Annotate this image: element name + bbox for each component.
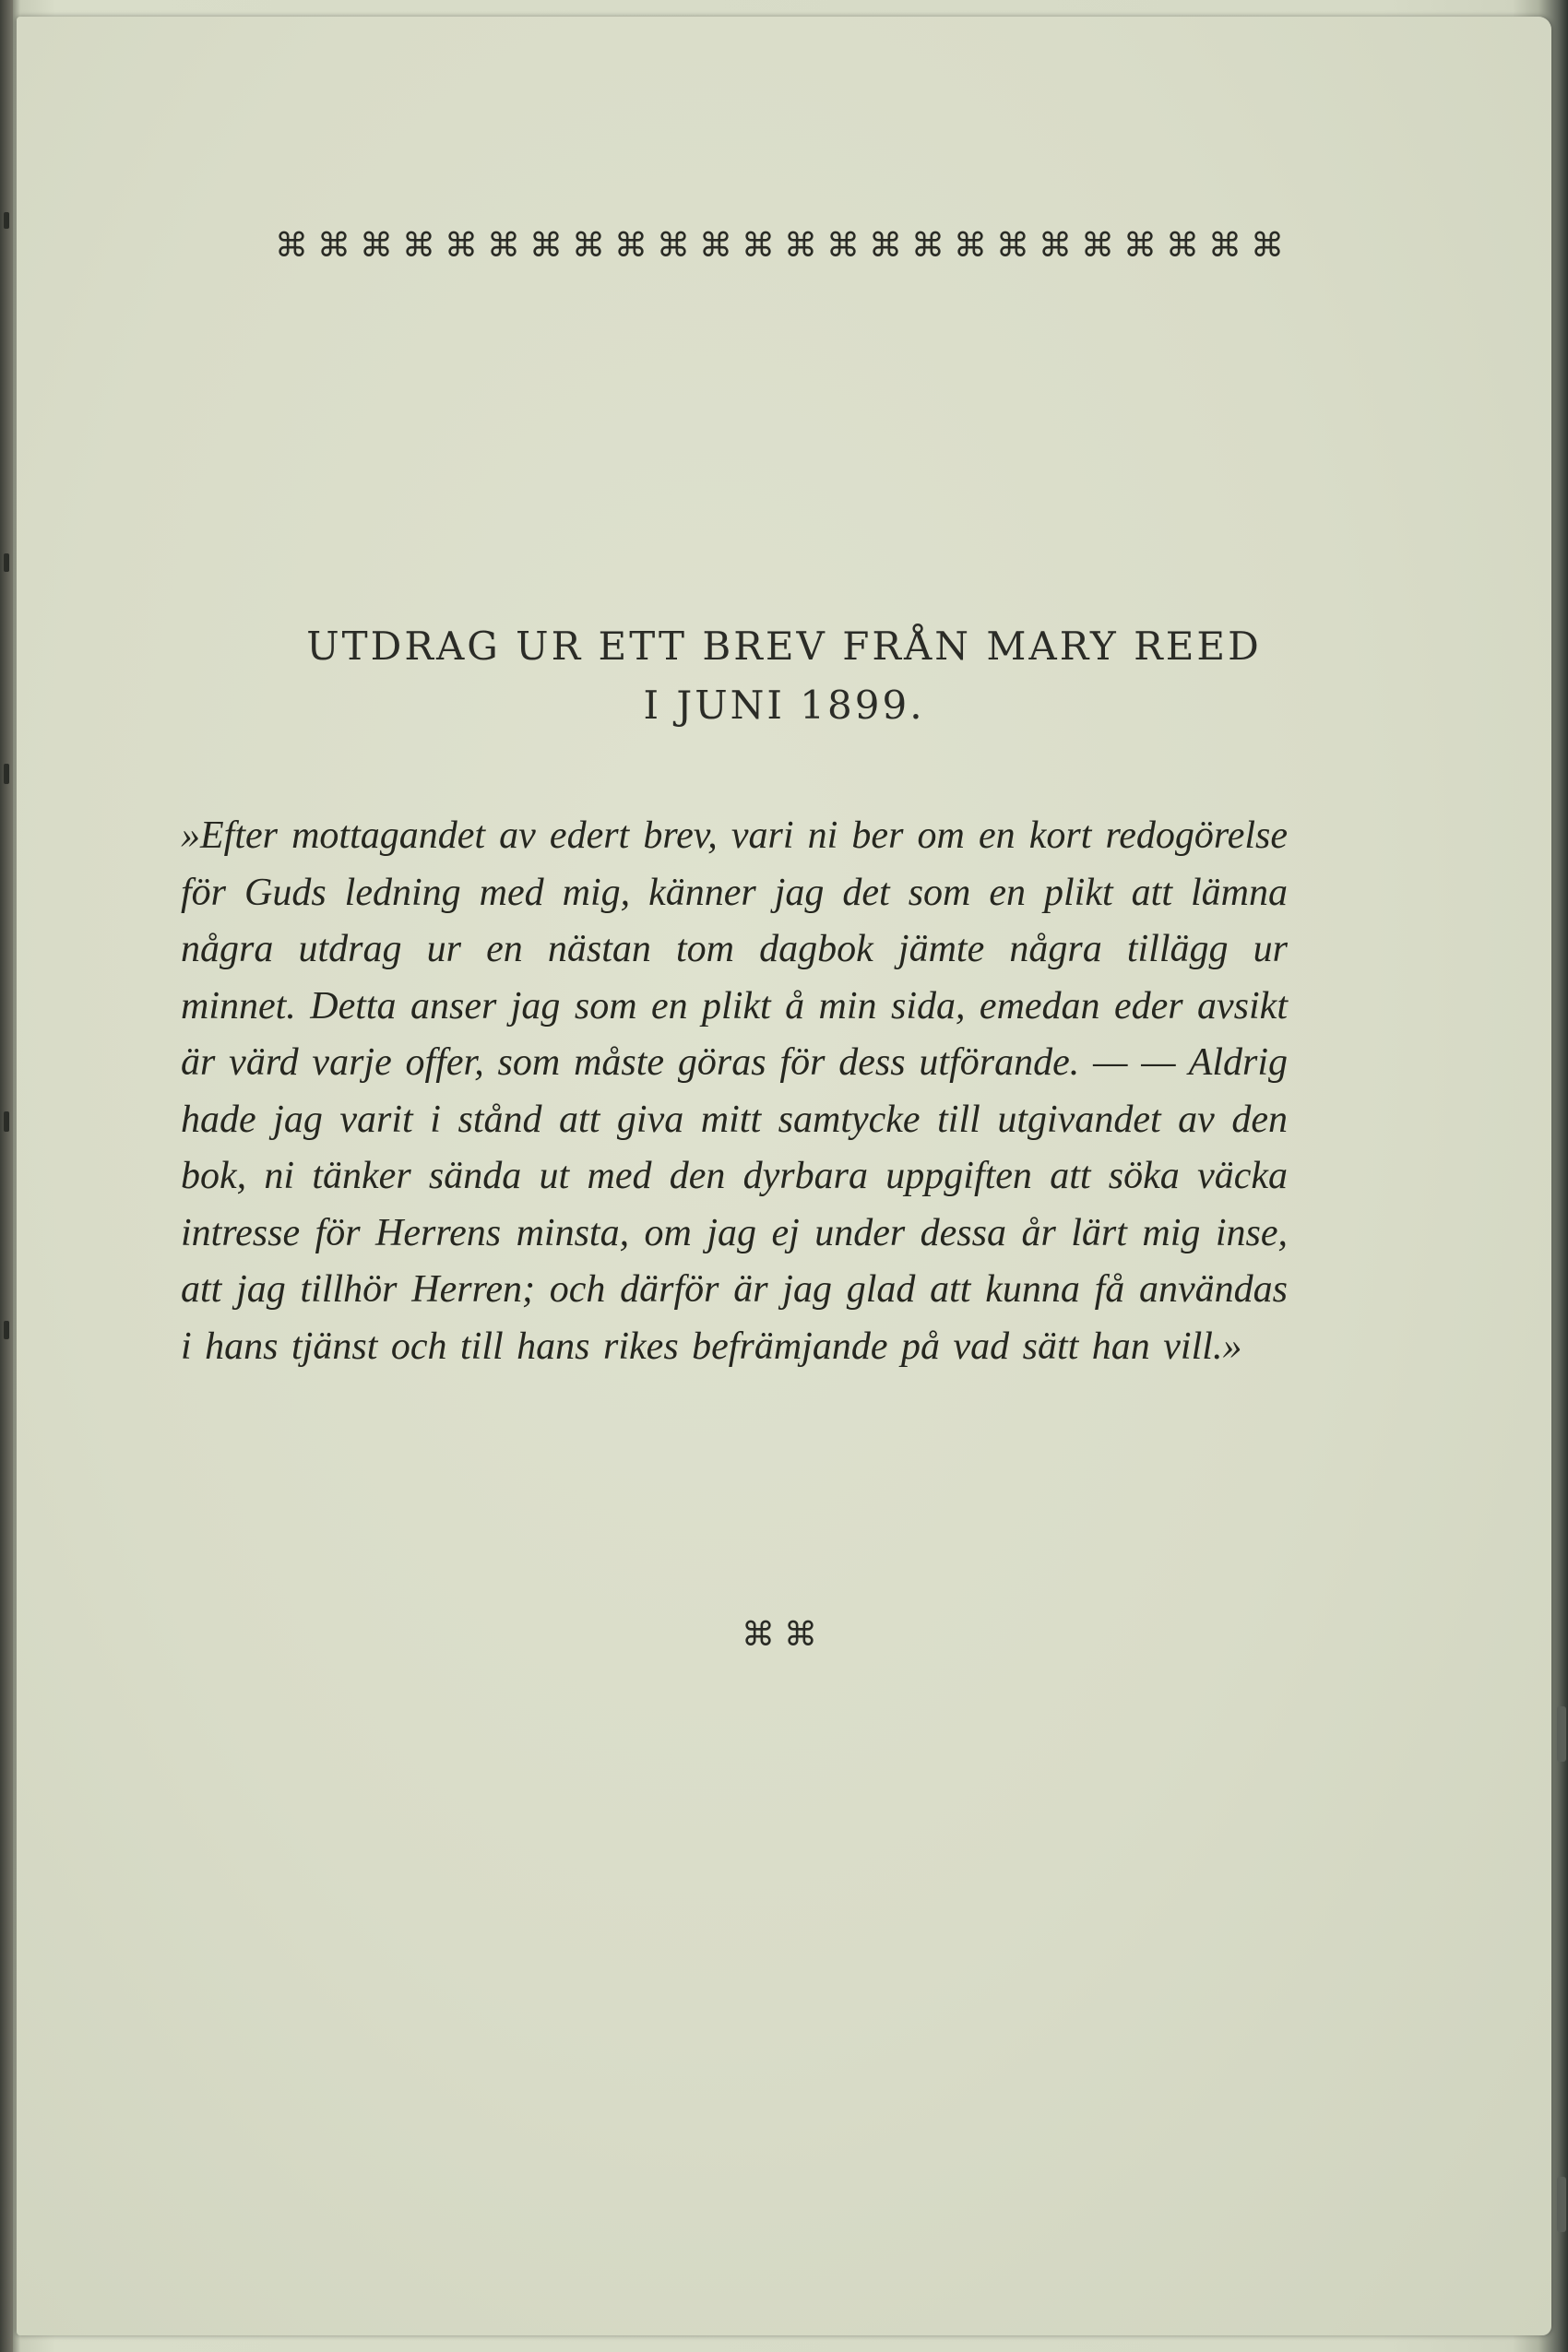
page-edge-clip bbox=[1557, 1706, 1566, 1762]
top-ornament-border: ⌘⌘⌘⌘⌘⌘⌘⌘⌘⌘⌘⌘⌘⌘⌘⌘⌘⌘⌘⌘⌘⌘⌘⌘ bbox=[275, 227, 1293, 265]
binding-thread-mark bbox=[4, 1321, 9, 1339]
letter-excerpt-text: »Efter mottagandet av edert brev, vari ni ber om en kort redogörelse för Guds ledning med mig, känner jag det som en plikt att lämna några utdrag ur en nästan tom dagbok jämte några tillägg ur minnet. Detta anser jag som en plikt å min sida, emedan eder avsikt är värd varje offer, som måste göras för dess utförande. — — Aldrig hade jag varit i stånd att giva mitt samtycke till utgivandet av den bok, ni tänker sända ut med den dyrbara uppgiften att söka väcka intresse för Herrens minsta, om jag ej under dessa år lärt mig inse, att jag tillhör Herren; och därför är jag glad att kunna få användas i hans tjänst och till hans rikes befrämjande på vad sätt han vill.» bbox=[181, 814, 1288, 1368]
page-edge-clip bbox=[1557, 2177, 1566, 2232]
page-subtitle-date: I JUNI 1899. bbox=[643, 683, 925, 728]
bottom-ornament: ⌘⌘ bbox=[742, 1616, 826, 1654]
binding-thread-mark bbox=[4, 1111, 9, 1132]
binding-thread-mark bbox=[4, 764, 9, 784]
book-binding-edge bbox=[0, 0, 13, 2352]
page-title: UTDRAG UR ETT BREV FRÅN MARY REED bbox=[306, 624, 1262, 669]
binding-thread-mark bbox=[4, 553, 9, 572]
